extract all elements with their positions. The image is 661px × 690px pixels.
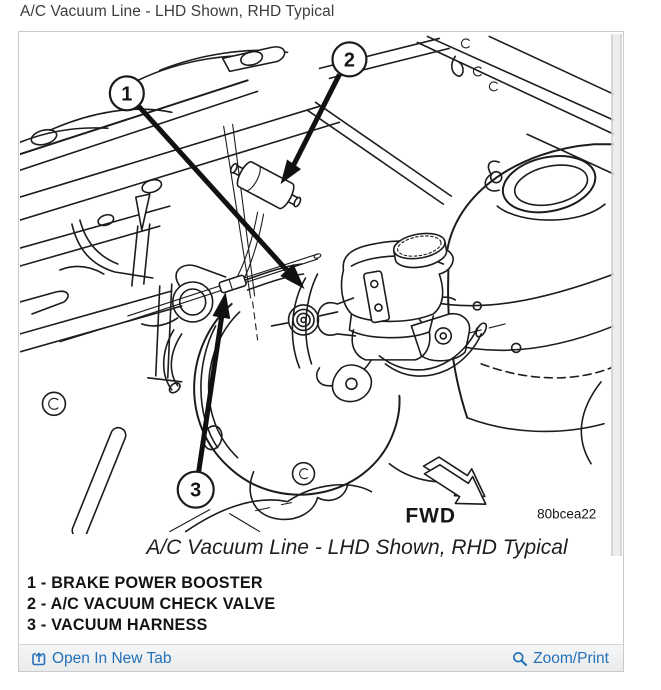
zoom-print-link[interactable] [512,645,609,672]
svg-text:1: 1 [121,83,133,106]
figure-code: 80bcea22 [537,506,597,522]
hood-panels [20,38,449,147]
diagram-legend [27,573,275,636]
legend-item-2: 2 - A/C VACUUM CHECK VALVE [27,595,276,613]
fwd-label: FWD [405,504,457,528]
svg-text:2: 2 [343,49,356,72]
lower-left-hardware [42,392,314,534]
vacuum-harness [60,212,322,395]
callout-2 [332,42,366,76]
diagram-viewer [18,31,624,672]
svg-text:3: 3 [190,479,202,502]
legend-item-1: 1 - BRAKE POWER BOOSTER [27,574,263,592]
callout-3 [178,472,214,508]
zoom-print-label: Zoom/Print [533,649,609,667]
legend-item-3: 3 - VACUUM HARNESS [27,616,208,634]
scan-edge-artifact [611,34,622,556]
open-in-new-tab-label: Open In New Tab [52,649,172,667]
diagram-illustration [20,34,614,534]
callout-arrow-2 [281,74,340,184]
magnifier-icon [512,651,528,667]
diagram-caption: A/C Vacuum Line - LHD Shown, RHD Typical [146,536,568,559]
open-in-new-tab-link[interactable] [31,645,171,672]
open-in-new-tab-icon [31,651,47,667]
strut-tower [447,144,614,431]
callout-1 [110,76,144,110]
viewer-toolbar [19,644,623,671]
page-title: A/C Vacuum Line - LHD Shown, RHD Typical [20,3,335,20]
